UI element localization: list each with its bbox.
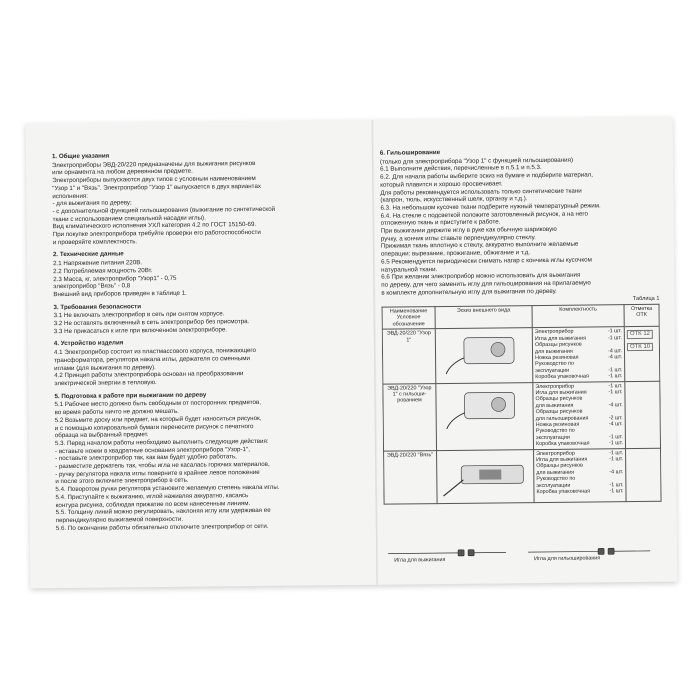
text-line: 6.1 Выполните действия, перечисленные в п.5.1 и п.5.3. bbox=[380, 164, 542, 174]
text-line: перпендикулярно выжигаемой поверхности. bbox=[55, 515, 184, 525]
text-line: 2.2 Потребляемая мощность 20Вт. bbox=[53, 266, 153, 275]
header-otk: Отметка ОТК bbox=[624, 304, 659, 327]
kit-item bbox=[535, 373, 622, 380]
text-line: (только для электроприбора "Узор 1" с функцией гильоширования) bbox=[379, 156, 574, 166]
product-sketch bbox=[436, 382, 534, 450]
kit-item-qty: -1 шт. bbox=[609, 456, 624, 463]
table-row bbox=[382, 327, 660, 384]
guilloche-needle-label: Игла для гильоширования bbox=[534, 555, 601, 563]
text-line: и после этого включите электроприбор в сеть. bbox=[55, 477, 189, 486]
text-line: "Узор 1" и "Вязь". Электроприбор "Узор 1" выпускается в двух вариантах bbox=[52, 182, 261, 192]
product-sketch bbox=[435, 328, 533, 383]
text-line: - поставьте электроприбор так, как вам будет удобно работать, bbox=[55, 453, 237, 463]
text-line: Вид климатического исполнения УХЛ категория 4.2 по ГОСТ 15150-69. bbox=[52, 221, 257, 231]
text-line: - для выжигания по дереву; bbox=[52, 199, 132, 208]
product-name: ЭВД-20/220 "Узор 1" с гильоши-рованием bbox=[383, 383, 437, 451]
otk-mark bbox=[624, 327, 660, 382]
tools-illustration bbox=[388, 539, 662, 568]
page-fold bbox=[372, 120, 379, 585]
kit-item-name: Руководство по bbox=[535, 360, 575, 368]
table-header-row bbox=[382, 304, 659, 329]
text-line: 6.6 При желании электроприбор можно использовать для выжигания bbox=[381, 271, 581, 281]
section-body-2 bbox=[53, 257, 355, 299]
kit-item-name: Ножка резиновая bbox=[535, 354, 579, 361]
section-body-5 bbox=[54, 398, 357, 532]
kit-item-qty: -1 шт. bbox=[608, 440, 623, 447]
text-line: 6.3. На небольшом кусочке ткани подберите нужный температурный режим. bbox=[380, 202, 601, 212]
left-page bbox=[52, 150, 358, 573]
section-body-4 bbox=[54, 346, 356, 388]
kit-item-name: Руководство по bbox=[535, 428, 575, 435]
text-line: операции: вырезание, прожигание, обжигание и т.д. bbox=[380, 249, 531, 258]
text-line: 4.2 Принцип работы электроприбора основан на преобразовании bbox=[54, 370, 244, 380]
header-name: Наименование Условное обозначение bbox=[382, 307, 435, 330]
section-heading-6: 6. Гильоширование bbox=[379, 149, 441, 157]
section-body-3 bbox=[54, 309, 356, 335]
kit-item-name: эксплуатации bbox=[535, 367, 570, 374]
text-line: электрической энергии в тепловую. bbox=[54, 379, 157, 388]
text-line: 5.5. Толщину линий можно регулировать, наклоняя иглу или удерживая ее bbox=[55, 507, 271, 517]
kit-item-qty: -1 шт. bbox=[608, 389, 623, 396]
text-line: (капрон, тюль, искусственный шелк, органзу и т.д.). bbox=[380, 195, 528, 204]
instruction-sheet bbox=[26, 117, 678, 589]
right-page bbox=[380, 147, 662, 570]
text-line: 5.2 Возьмите доску или предмет, на который будет наноситься рисунок, bbox=[54, 414, 262, 424]
table-row bbox=[384, 448, 662, 504]
text-line: 5.4. Поворотом ручки регулятора установите желаемую степень накала иглы. bbox=[55, 483, 280, 494]
section-heading-2: 2. Технические данные bbox=[52, 250, 124, 259]
text-line: 4.1 Электроприбор состоит из пластмассового корпуса, понижающего bbox=[53, 347, 257, 357]
kit-item-name: Электроприбор bbox=[536, 450, 575, 457]
device-sketch-icon bbox=[438, 384, 531, 435]
kit-item-qty: -1 шт. bbox=[609, 488, 624, 495]
section-heading-1: 1. Общие указания bbox=[51, 152, 110, 161]
text-line: образца на выбранный предмет. bbox=[54, 431, 149, 440]
section-body-6 bbox=[380, 155, 659, 297]
kit-item-qty: -4 шт. bbox=[609, 468, 624, 476]
section-body-1 bbox=[52, 159, 355, 247]
text-line: 5.3. Перед началом работы необходимо выполнить следующие действия: bbox=[54, 437, 269, 448]
kit-item-name: Образцы рисунков bbox=[535, 408, 583, 416]
text-line: иглами (для выжигания по дереву). bbox=[54, 363, 156, 372]
kit-item-qty: -1 шт. bbox=[609, 481, 624, 488]
text-line: исполнения: bbox=[52, 192, 89, 200]
kit-item-qty: -4 шт. bbox=[607, 347, 623, 354]
kit-item-name: Образцы рисунков bbox=[535, 395, 583, 403]
kit-item-qty: -1 шт. bbox=[607, 328, 622, 335]
kit-item-name: для выжигания bbox=[536, 469, 575, 476]
text-line: во время работы ничто не должно мешать. bbox=[54, 407, 179, 417]
kit-item-qty: -1 шт. bbox=[608, 382, 623, 389]
text-line: 6.4. На стекле с подсветкой положите заготовленный рисунок, а на него bbox=[380, 210, 589, 220]
kit-item-qty: -1 шт. bbox=[608, 433, 623, 441]
kit-item-name: Электроприбор bbox=[535, 383, 575, 390]
otk-mark bbox=[625, 381, 661, 448]
kit-item-name: Ножка резиновая bbox=[535, 421, 580, 429]
text-line: по дереву, для чего заменить иглу для гильоширования на прилагаемую bbox=[381, 279, 591, 289]
kit-item-name: эксплуатации bbox=[535, 434, 570, 441]
text-line: в комплекте дополнительную иглу для выжигания по дереву. bbox=[381, 287, 557, 297]
kit-item-qty: -4 шт. bbox=[608, 401, 623, 409]
kit-item bbox=[536, 440, 623, 447]
otk-stamp: ОТК 12 bbox=[627, 330, 653, 339]
text-line: Электроприборы ЭВД-20/220 предназначены для выжигания рисунков bbox=[51, 159, 256, 169]
kit-item-name: Образцы рисунков bbox=[536, 462, 584, 470]
kit-list bbox=[533, 381, 626, 449]
table-caption: Таблица 1 bbox=[632, 296, 660, 303]
device-sketch-icon bbox=[438, 329, 531, 380]
kit-item-name: Коробка упаковочная bbox=[535, 373, 589, 381]
section-heading-5: 5. Подготовка к работе при выжигании по дереву bbox=[54, 391, 207, 400]
text-line: отложенную ткань и приступите к работе. bbox=[380, 218, 501, 228]
kit-item-name: Образцы рисунков bbox=[534, 341, 582, 349]
text-line: 2.3 Масса, кг, электроприбор "Узор1" - 0,75 bbox=[53, 274, 177, 283]
kit-item-qty: -1 шт. bbox=[609, 449, 624, 456]
kit-table bbox=[382, 304, 662, 504]
header-sketch: Эскиз внешнего вида bbox=[435, 306, 532, 329]
kit-item-qty: -4 шт. bbox=[608, 421, 623, 428]
otk-mark bbox=[626, 448, 662, 501]
text-line: Внешний вид приборов приведен в таблице 1. bbox=[53, 289, 187, 299]
product-sketch bbox=[437, 449, 535, 503]
kit-item-name: для выжигания bbox=[534, 348, 573, 355]
text-line: 3.2 Не оставлять включенный в сеть электроприбор без присмотра. bbox=[53, 318, 250, 328]
text-line: 6.2. Для начала работы выберите эскиз на бумаге и подберите материал, bbox=[380, 171, 594, 181]
text-line: 2.1 Напряжение питания 220В. bbox=[53, 259, 143, 268]
text-line: ткани с использованием специальной насадки иглы). bbox=[52, 214, 206, 223]
text-line: трансформатора, регулятора накала иглы, держателя со сменными bbox=[54, 354, 250, 364]
burn-needle-label: Игла для выжигания bbox=[394, 557, 446, 564]
kit-item-qty: -2 шт. bbox=[608, 414, 623, 421]
device-sketch-icon bbox=[439, 451, 532, 502]
text-line: 3.1 Не включать электроприбор в сеть при снятом корпусе. bbox=[53, 310, 225, 320]
kit-item-name: эксплуатации bbox=[536, 482, 571, 489]
section-heading-4: 4. Устройство изделия bbox=[53, 339, 124, 348]
kit-item bbox=[536, 488, 623, 495]
kit-item-qty: -1 шт. bbox=[608, 373, 623, 380]
kit-item-name: Коробка упаковочная bbox=[535, 440, 590, 448]
otk-stamp: ОТК 10 bbox=[627, 343, 653, 352]
product-name: ЭВД-20/220 "Узор 1" bbox=[382, 329, 436, 384]
text-line: и с помощью копировальной бумаги перенесите рисунок с печатного bbox=[54, 422, 254, 432]
text-line: Электроприборы выпускаются двух типов с условным наименованием bbox=[52, 175, 256, 185]
kit-item-name: для выжигания bbox=[535, 402, 574, 409]
kit-item-qty: -1 шт. bbox=[608, 366, 623, 374]
text-line: - вставьте ножки в квадратные основания электроприбора "Узор-1", bbox=[54, 445, 250, 455]
text-line: натуральной ткани. bbox=[381, 265, 438, 274]
kit-item-name: Руководство по bbox=[536, 475, 576, 483]
text-line: 6.5 Рекомендуется периодически снимать нагар с кончика иглы кусочком bbox=[381, 256, 592, 266]
section-heading-3: 3. Требования безопасности bbox=[53, 302, 142, 311]
text-line: Для работы рекомендуется использовать только синтетические ткани bbox=[380, 187, 582, 197]
product-name: ЭВД-20/220 "Вязь" bbox=[384, 450, 438, 504]
kit-list bbox=[534, 448, 627, 502]
kit-list bbox=[532, 327, 625, 382]
text-line: - разместите держатель так, чтобы игла не касалась горючих материалов, bbox=[55, 460, 270, 471]
header-kit: Комплектность bbox=[532, 305, 624, 328]
kit-item-name: Игла для выжигания bbox=[536, 456, 588, 464]
text-line: При выжигании держите иглу в руке как обычную шариковую bbox=[380, 225, 557, 235]
text-line: электроприбор "Вязь" - 0,8 bbox=[53, 282, 131, 291]
text-line: который плавится и хорошо просвечивает. bbox=[380, 180, 503, 189]
text-line: и проверяйте комплектность. bbox=[52, 237, 138, 246]
text-line: или орнамента на любом деревянном предмете. bbox=[52, 168, 193, 177]
kit-item-qty: -1 шт. bbox=[607, 334, 622, 342]
kit-item-name: Коробка упаковочная bbox=[536, 488, 591, 496]
kit-item-name: для гильоширования bbox=[535, 415, 589, 422]
text-line: 5.1 Рабочее место должно быть свободным от посторонних предметов, bbox=[54, 399, 262, 409]
text-line: - с дополнительной функцией гильоширования (выжигание по синтетической bbox=[52, 205, 276, 216]
table-row bbox=[383, 381, 661, 451]
text-line: 3.3 Не прикасаться к игле при включенном электроприборе. bbox=[53, 326, 228, 335]
kit-item-name: Игла для выжигания bbox=[534, 335, 587, 342]
kit-item-name: Электроприбор bbox=[534, 328, 574, 336]
text-line: - ручку регулятора накала иглы поверните в крайнее левое положение bbox=[55, 468, 260, 478]
text-line: контура рисунка, соблюдая прижатие по всем нанесенным линиям. bbox=[55, 499, 251, 509]
text-line: 5.6. По окончании работы обязательно отключите электроприбор от сети. bbox=[55, 522, 269, 532]
kit-item-qty: -4 шт. bbox=[608, 354, 623, 361]
text-line: При покупке электроприбора требуйте проверки его работоспособности bbox=[52, 228, 261, 239]
kit-item-name: Игла для выжигания bbox=[535, 389, 587, 397]
text-line: ручку, а кончик иглы ставьте перпендикулярно стеклу. bbox=[380, 233, 536, 243]
text-line: Прижимая ткань вплотную к стеклу, аккуратно выполните желаемые bbox=[380, 241, 579, 251]
text-line: 5.4. Приступайте к выжиганию, иглой наживляя аккуратно, касаясь bbox=[55, 491, 249, 501]
